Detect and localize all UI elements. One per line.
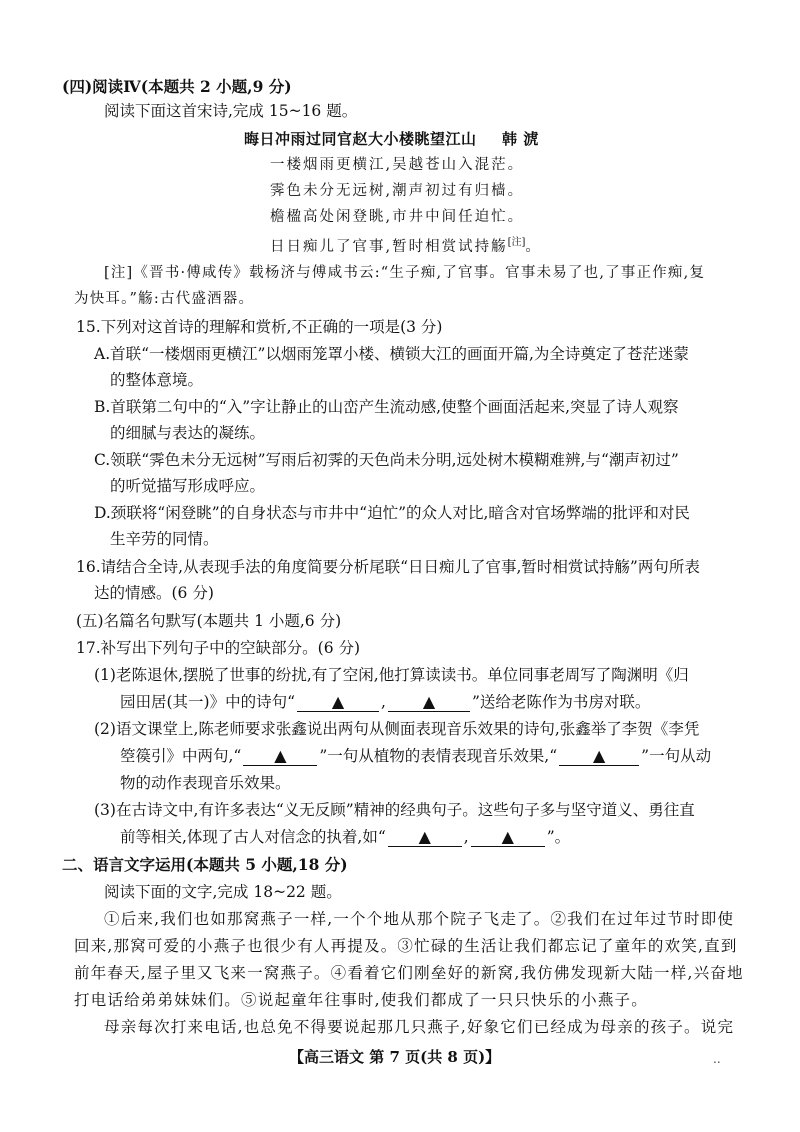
- answer-blank[interactable]: [243, 747, 317, 766]
- answer-blank[interactable]: [388, 828, 462, 847]
- q17-item-1: (1)老陈退休,摆脱了世事的纷扰,有了空闲,他打算读读书。单位同事老周写了陶渊明《归: [94, 666, 689, 684]
- poem-line-1: 一楼烟雨更横江,吴越苍山入混茫。: [270, 157, 525, 173]
- triangle-icon: ▲: [422, 692, 436, 711]
- q15-option-b: B.首联第二句中的“入”字让静止的山峦产生流动感,使整个画面活起来,突显了诗人观察: [94, 398, 679, 416]
- q17-item-3: (3)在古诗文中,有许多表达“义无反顾”精神的经典句子。这些句子多与坚守道义、勇往直: [94, 801, 695, 819]
- q17-item-3-cont: 前等相关,体现了古人对信念的执着,如“ ▲ , ▲ ”。: [120, 827, 571, 846]
- part2-heading: 二、语言文字运用(本题共 5 小题,18 分): [62, 855, 348, 874]
- triangle-icon: ▲: [331, 692, 345, 711]
- q17-item-2-cont2: 物的动作表现音乐效果。: [120, 774, 291, 792]
- poem-author: 韩 淲: [501, 130, 539, 148]
- triangle-icon: ▲: [418, 827, 431, 846]
- q15-option-d: D.颈联将“闲登眺”的自身状态与市井中“迫忙”的众人对比,暗含对官场弊端的批评和对民: [94, 504, 690, 522]
- poem-note-line-1: [注]《晋书·傅咸传》载杨济与傅咸书云:“生子痴,了官事。官事未易了也,了事正作痴,复: [104, 265, 706, 281]
- q17-stem: 17.补写出下列句子中的空缺部分。(6 分): [76, 639, 361, 657]
- q15-option-c-cont: 的听觉描写形成呼应。: [110, 477, 266, 495]
- q15-option-a-cont: 的整体意境。: [110, 371, 204, 389]
- page-mark: ..: [713, 1052, 721, 1066]
- poem-title: 晦日冲雨过同官赵大小楼眺望江山: [244, 130, 477, 148]
- section-intro: 阅读下面这首宋诗,完成 15~16 题。: [104, 102, 358, 120]
- answer-blank[interactable]: [388, 693, 470, 712]
- q17-item-2-cont: 箜篌引》中两句,“ ▲ ”一句从植物的表情表现音乐效果,“ ▲ ”一句从动: [120, 746, 712, 765]
- q16-stem: 16.请结合全诗,从表现手法的角度简要分析尾联“日日痴儿了官事,暂时相赏试持觞”两句所表: [76, 558, 700, 576]
- answer-blank[interactable]: [559, 747, 639, 766]
- q15-option-d-cont: 生辛劳的同情。: [110, 530, 219, 548]
- section-heading: (四)阅读Ⅳ(本题共 2 小题,9 分): [62, 77, 292, 96]
- poem-line-3: 檐楹高处闲登眺,市井中间任迫忙。: [270, 209, 525, 225]
- passage-line-4: 打电话给弟弟妹妹们。⑤说起童年往事时,使我们都成了一只只快乐的小燕子。: [74, 991, 648, 1009]
- answer-blank[interactable]: [471, 828, 545, 847]
- q15-option-c: C.领联“霁色未分无远树”写雨后初霁的天色尚未分明,远处树木模糊难辨,与“潮声初过”: [94, 451, 679, 469]
- triangle-icon: ▲: [592, 746, 606, 765]
- triangle-icon: ▲: [501, 827, 514, 846]
- triangle-icon: ▲: [274, 746, 287, 765]
- q16-stem-cont: 达的情感。(6 分): [94, 584, 214, 602]
- part2-intro: 阅读下面的文字,完成 18~22 题。: [104, 883, 342, 901]
- poem-note-mark: [注]: [507, 237, 526, 248]
- page-footer: 【高三语文 第 7 页(共 8 页)】: [289, 1048, 501, 1066]
- q15-option-b-cont: 的细腻与表达的凝练。: [110, 424, 266, 442]
- passage-line-2: 回来,那窝可爱的小燕子也很少有人再提及。③忙碌的生活让我们都忘记了童年的欢笑,直到: [74, 937, 738, 955]
- section5-heading: (五)名篇名句默写(本题共 1 小题,6 分): [76, 612, 342, 630]
- passage-line-5: 母亲每次打来电话,也总免不得要说起那几只燕子,好象它们已经成为母亲的孩子。说完: [104, 1018, 735, 1036]
- answer-blank[interactable]: [297, 693, 379, 712]
- passage-line-1: ①后来,我们也如那窝燕子一样,一个个地从那个院子飞走了。②我们在过年过节时即使: [104, 910, 735, 928]
- passage-line-3: 前年春天,屋子里又飞来一窝燕子。④看着它们刚垒好的新窝,我仿佛发现新大陆一样,兴奋地: [74, 964, 744, 982]
- q17-item-2: (2)语文课堂上,陈老师要求张鑫说出两句从侧面表现音乐效果的诗句,张鑫举了李贺《李凭: [94, 720, 700, 738]
- poem-line-2: 霁色未分无远树,潮声初过有归樯。: [270, 183, 525, 199]
- poem-line-4-text: 日日痴儿了官事,暂时相赏试持觞: [270, 238, 508, 255]
- poem-line-4: 日日痴儿了官事,暂时相赏试持觞[注]。: [270, 237, 542, 255]
- q15-stem: 15.下列对这首诗的理解和赏析,不正确的一项是(3 分): [76, 318, 443, 336]
- poem-note-line-2: 为快耳。”觞:古代盛酒器。: [74, 291, 255, 307]
- q17-item-1-cont: 园田居(其一)》中的诗句“ ▲ , ▲ ”送给老陈作为书房对联。: [120, 692, 651, 711]
- poem-title-line: [0, 128, 800, 150]
- q15-option-a: A.首联“一楼烟雨更横江”以烟雨笼罩小楼、横锁大江的画面开篇,为全诗奠定了苍茫迷蒙: [94, 345, 689, 363]
